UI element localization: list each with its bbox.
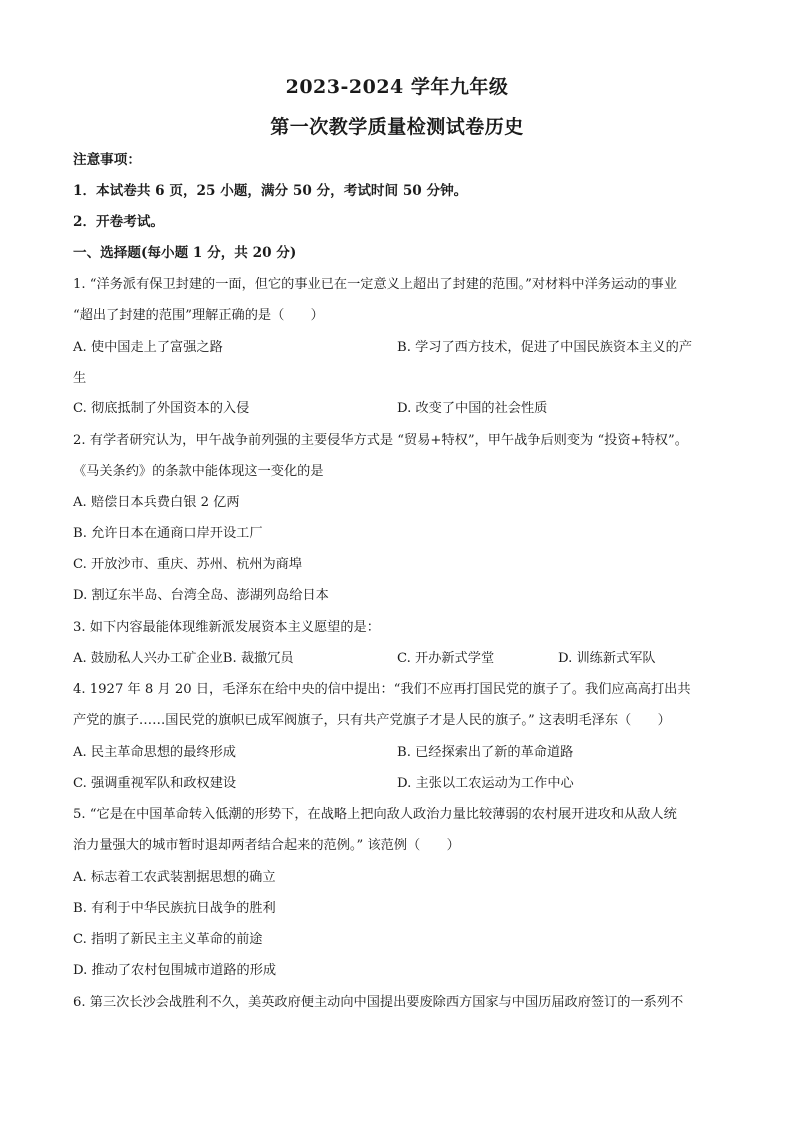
q4-stem-line1: 4. 1927 年 8 月 20 日，毛泽东在给中央的信中提出：“我们不应再打国民党的旗子了。我们应高高打出共 xyxy=(73,682,691,697)
q5-stem-line1: 5. “它是在中国革命转入低潮的形势下，在战略上把向敌人政治力量比较薄弱的农村展开进攻和从敌人统 xyxy=(73,807,677,822)
q2-option-d: D. 割辽东半岛、台湾全岛、澎湖列岛给日本 xyxy=(73,588,329,603)
q5-stem-line2: 治力量强大的城市暂时退却两者结合起来的范例。” 该范例（ ） xyxy=(73,838,460,853)
notes-item-1: 1．本试卷共 6 页，25 小题，满分 50 分，考试时间 50 分钟。 xyxy=(73,183,468,199)
q1-option-d: D. 改变了中国的社会性质 xyxy=(397,401,548,416)
notes-item-2: 2．开卷考试。 xyxy=(73,214,165,230)
q3-stem: 3. 如下内容最能体现维新派发展资本主义愿望的是： xyxy=(73,620,380,635)
q4-stem-line2: 产党的旗子……国民党的旗帜已成军阀旗子，只有共产党旗子才是人民的旗子。” 这表明毛泽东（ ） xyxy=(73,713,671,728)
q3-option-c: C. 开办新式学堂 xyxy=(397,651,495,666)
q6-stem-line1: 6. 第三次长沙会战胜利不久，美英政府便主动向中国提出要废除西方国家与中国历届政府签订的一系列不 xyxy=(73,995,684,1010)
q5-option-c: C. 指明了新民主主义革命的前途 xyxy=(73,932,263,947)
q4-option-c: C. 强调重视军队和政权建设 xyxy=(73,776,237,791)
q1-option-b-cont: 生 xyxy=(73,371,87,386)
q2-option-b: B. 允许日本在通商口岸开设工厂 xyxy=(73,526,263,541)
q4-option-d: D. 主张以工农运动为工作中心 xyxy=(397,776,574,791)
q1-option-a: A. 使中国走上了富强之路 xyxy=(73,340,223,355)
q3-option-d: D. 训练新式军队 xyxy=(558,651,656,666)
q3-option-ab: A. 鼓励私人兴办工矿企业B. 裁撤冗员 xyxy=(73,651,294,666)
q2-stem-line2: 《马关条约》的条款中能体现这一变化的是 xyxy=(73,464,324,479)
section-heading-choice: 一、选择题(每小题 1 分，共 20 分) xyxy=(73,245,297,261)
q1-option-b: B. 学习了西方技术，促进了中国民族资本主义的产 xyxy=(397,340,693,355)
notes-heading: 注意事项： xyxy=(73,152,141,168)
q2-stem-line1: 2. 有学者研究认为，甲午战争前列强的主要侵华方式是 “贸易+特权”，甲午战争后则变为 “投资+特权”。 xyxy=(73,433,688,448)
q5-option-d: D. 推动了农村包围城市道路的形成 xyxy=(73,963,277,978)
q1-option-c: C. 彻底抵制了外国资本的入侵 xyxy=(73,401,250,416)
q4-option-b: B. 已经探索出了新的革命道路 xyxy=(397,745,574,760)
q1-stem-line1: 1. “洋务派有保卫封建的一面，但它的事业已在一定意义上超出了封建的范围。”对材料中洋务运动的事业 xyxy=(73,277,677,292)
q5-option-a: A. 标志着工农武装割据思想的确立 xyxy=(73,870,276,885)
q4-option-a: A. 民主革命思想的最终形成 xyxy=(73,745,236,760)
q2-option-c: C. 开放沙市、重庆、苏州、杭州为商埠 xyxy=(73,557,303,572)
q5-option-b: B. 有利于中华民族抗日战争的胜利 xyxy=(73,901,276,916)
exam-title-year: 2023-2024 学年九年级 xyxy=(285,76,509,98)
q2-option-a: A. 赔偿日本兵费白银 2 亿两 xyxy=(73,495,240,510)
exam-title-subject: 第一次教学质量检测试卷历史 xyxy=(270,116,524,138)
q1-stem-line2: “超出了封建的范围”理解正确的是（ ） xyxy=(73,308,324,323)
